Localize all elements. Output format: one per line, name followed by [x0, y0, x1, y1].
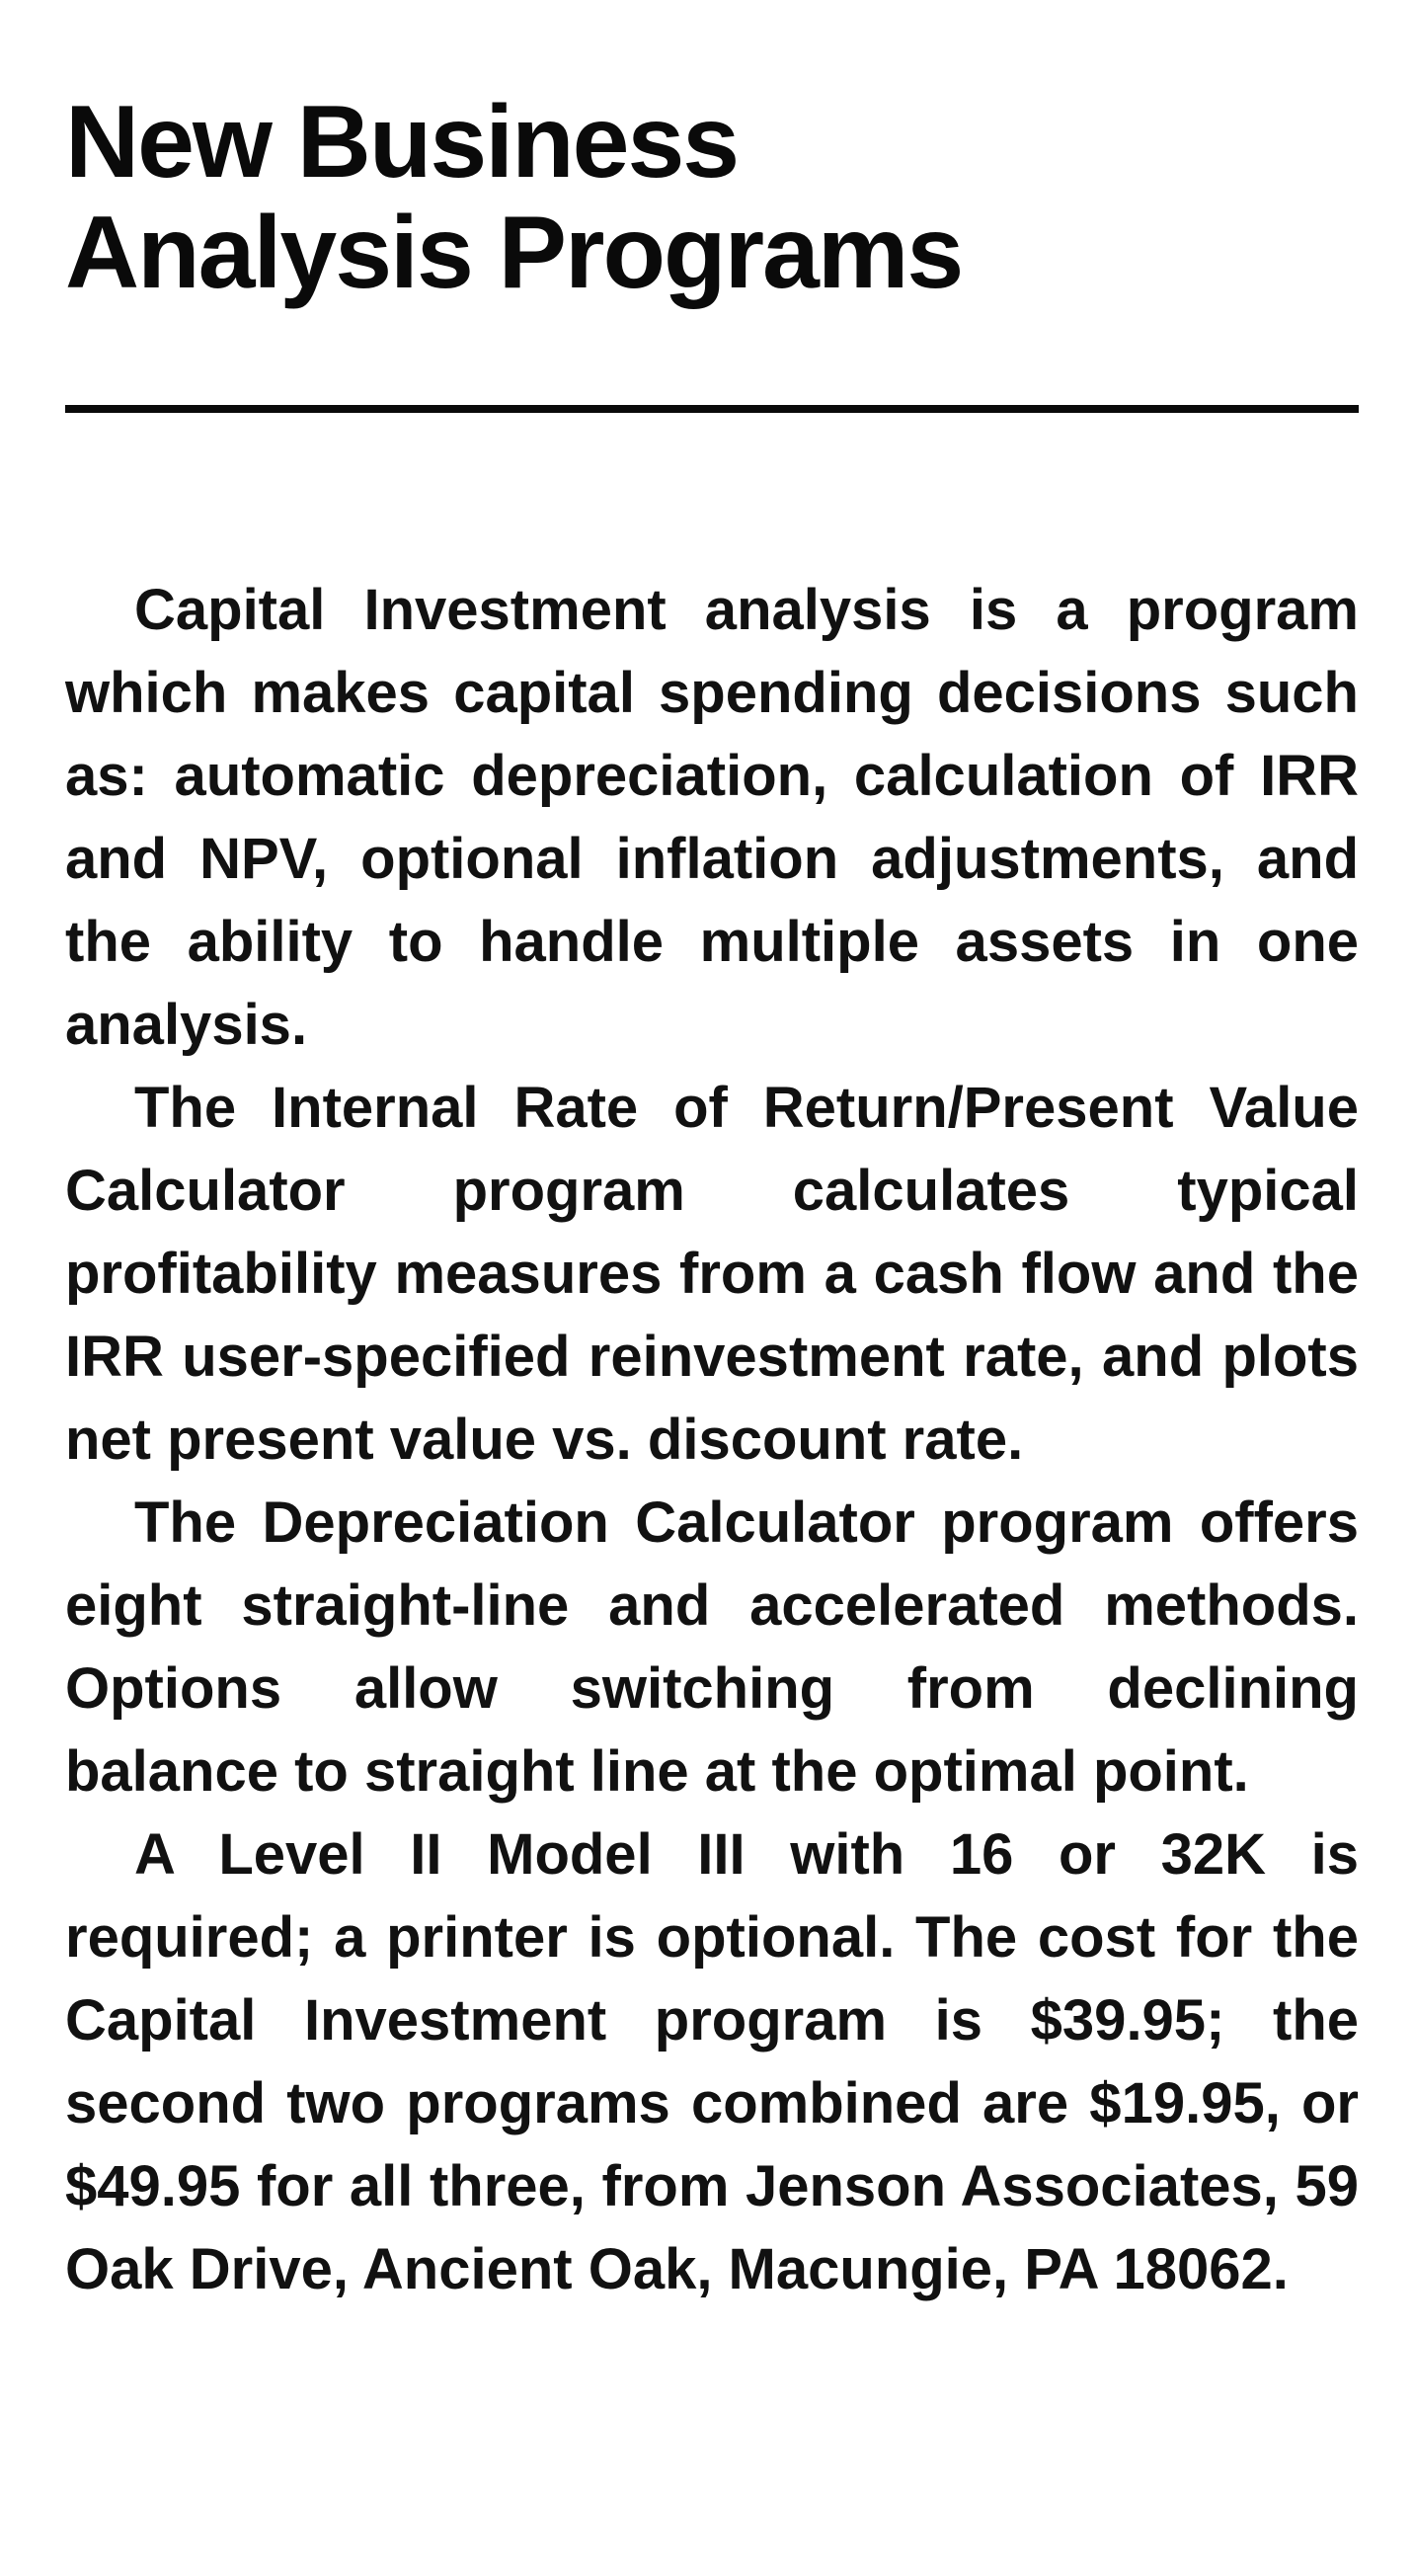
- paragraph-requirements-pricing: A Level II Model III with 16 or 32K is required; a printer is optional. The cost for the Capital Investment program is $39.95; the second two programs combined are $19.95, or $49.95 for all three, from Jenson Associates, 59 Oak Drive, Ancient Oak, Macungie, PA 18062.: [65, 1822, 1359, 2301]
- paragraph-irr-calculator: The Internal Rate of Return/Present Value Calculator program calculates typical profitability measures from a cash flow and the IRR user-specified reinvestment rate, and plots net present value vs. discount rate.: [65, 1076, 1359, 1472]
- article: [65, 85, 1359, 2301]
- article-body: [65, 569, 1359, 2311]
- headline-divider: [65, 405, 1359, 413]
- headline-line-1: New Business: [65, 85, 739, 200]
- paragraph-capital-investment: Capital Investment analysis is a program which makes capital spending decisions such as: automatic depreciation, calculation of IRR and NPV, optional inflation adjustments, and the ability to handle multiple assets in one analysis.: [65, 578, 1359, 1057]
- headline: [65, 87, 1359, 308]
- headline-line-2: Analysis Programs: [65, 196, 963, 310]
- paragraph-depreciation-calculator: The Depreciation Calculator program offers eight straight-line and accelerated methods. Options allow switching from declining balance to straight line at the optimal point.: [65, 1490, 1359, 1804]
